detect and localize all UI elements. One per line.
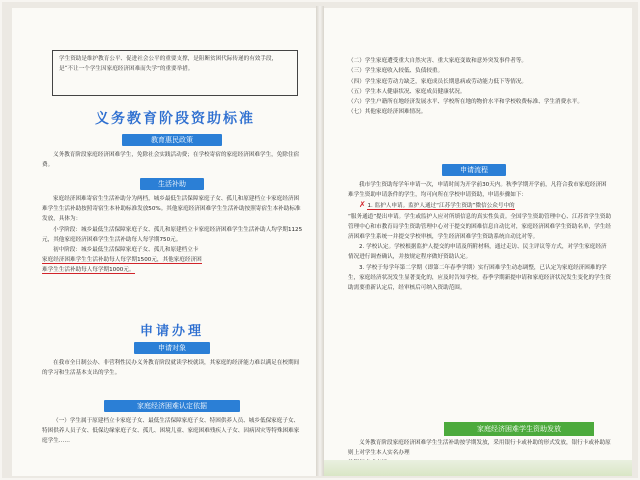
book-spread xyxy=(2,2,638,478)
right-page xyxy=(324,8,632,476)
step1-text: “服务通道”提出申请。学生或监护人应对所填信息的真实性负责。全国学生资助管理中心、江苏省学生资助管理中心和市教育局学生资助管理中心对于提交的困难信息自动比对，家庭经济困难学生资助名单，学生经济困难学生系统一并提交学校审核，学生经济困难学生资助系统自动比对等。 xyxy=(348,213,612,241)
section-heading-applicants: 申请对象 xyxy=(134,342,210,354)
highlighted-text-2: 难学生生活补助每人每学期1000元。 xyxy=(42,267,135,274)
living-subsidy-para-1: 家庭经济困难寄宿生生活补助分为两档，城乡最低生活保障家庭子女、孤儿和原建档立卡家庭经济困难学生生活补助按照寄宿生本补助标准发放50%。其他家庭经济困难学生生活补助按照寄宿生本补助标准发放，具体为： xyxy=(42,196,301,223)
left-page xyxy=(12,8,316,476)
disbursement-text: 义务教育阶段家庭经济困难学生生活补助按学期发放，采用银行卡或补助的形式发放，银行卡或补助原则上对学生本人实名办理 xyxy=(348,438,612,469)
apply-title: 申请办理 xyxy=(139,324,204,339)
process-text xyxy=(348,180,612,293)
section-heading-living-subsidy: 生活补助 xyxy=(140,178,204,190)
book-gutter xyxy=(316,6,324,476)
section-text-applicants: 在我市全日制公办、非营利性民办义务教育阶段就读学校就读，其家庭的经济能力难以满足在校期间的学习和生活基本支出的学生。 xyxy=(42,360,300,377)
section-heading-criteria: 家庭经济困难认定依据 xyxy=(104,400,240,412)
section-text-criteria: （一）学生属于原建档立卡家庭子女、最低生活保障家庭子女、特困供养人员、城乡低保家庭子女、特困供养人员子女、低保边缘家庭子女、孤儿、困境儿童、家庭困难残疾人子女、因病因灾等特殊困难家庭学生…… xyxy=(42,418,300,445)
section-heading-education: 教育惠民政策 xyxy=(122,134,222,146)
intro-text: 学生资助是维护教育公平、促进社会公平的重要支撑，是阻断贫困代际传递的有效手段，是“不让一个学生因家庭经济困难而失学”的重要举措。 xyxy=(59,56,278,72)
section-heading-process: 申请流程 xyxy=(442,164,506,176)
section-text-education: 义务教育阶段家庭经济困难学生，免除社会实践活动费；在学校寄宿的家庭经济困难学生，免除住宿费。 xyxy=(42,152,300,169)
living-subsidy-para-3a: 初中阶段：城乡最低生活保障家庭子女、孤儿和原建档立卡 xyxy=(53,247,199,254)
process-intro: 我市学生资助每学年申请一次，申请时间为开学前30天内。秋季学期开学前，凡符合我市家庭经济困难学生资助申请条件的学生，均可向所在学校申请资助，申请步骤如下： xyxy=(348,182,607,199)
step2-text: 2. 学校认定。学校根据监护人提交的申请及所附材料，通过走访、民主评议等方式，对学生家庭经济情况进行调查确认，并按规定程序做好资助认定。 xyxy=(348,244,607,261)
criteria-list: （二）学生家庭遭受重大自然灾害、重大家庭变故和意外突发事件者等。 （三）学生家庭收入较低、负债较重。 （四）学生家庭劳动力缺乏，家庭成员长期患病或劳动能力低下等情况。 （五）学生本人健康状况、家庭成员健康状况。 （六）学生户籍所在地经济发展水平、学校所在地的物价水平和学校收费标准、学生消费水平。 （七）其他家庭经济困难情况。 xyxy=(348,58,583,116)
step1-highlight: 1. 监护人申请。监护人通过“江苏学生资助”微信公众号中的 xyxy=(367,203,515,210)
highlighted-text: 家庭经济困难学生生活补助每人每学期1500元，其他家庭经济困 xyxy=(42,257,202,264)
step3-text: 3. 学校于每学年第二学期（即第二年春季学期）实行困难学生动态调整，已认定为家庭经济困难的学生，家庭经济状况发生显著变化的，应及时告知学校。春季学期新提申请和家庭经济状况发生变化的学生资助需要重新认定后，经审核后可纳入资助范围。 xyxy=(348,264,611,292)
living-subsidy-para-2: 小学阶段：城乡最低生活保障家庭子女、孤儿和原建档立卡家庭经济困难学生生活补助人均学期1125元，其他家庭经济困难学生生活补助每人每学期750元。 xyxy=(42,226,303,243)
decorative-skyline xyxy=(324,460,632,476)
section-heading-disbursement: 家庭经济困难学生资助发放 xyxy=(444,422,594,436)
section-text-living-subsidy xyxy=(42,194,304,276)
page-title: 义务教育阶段资助标准 xyxy=(95,111,255,127)
intro-box xyxy=(52,50,298,96)
check-mark-icon: ✗ xyxy=(359,200,366,210)
